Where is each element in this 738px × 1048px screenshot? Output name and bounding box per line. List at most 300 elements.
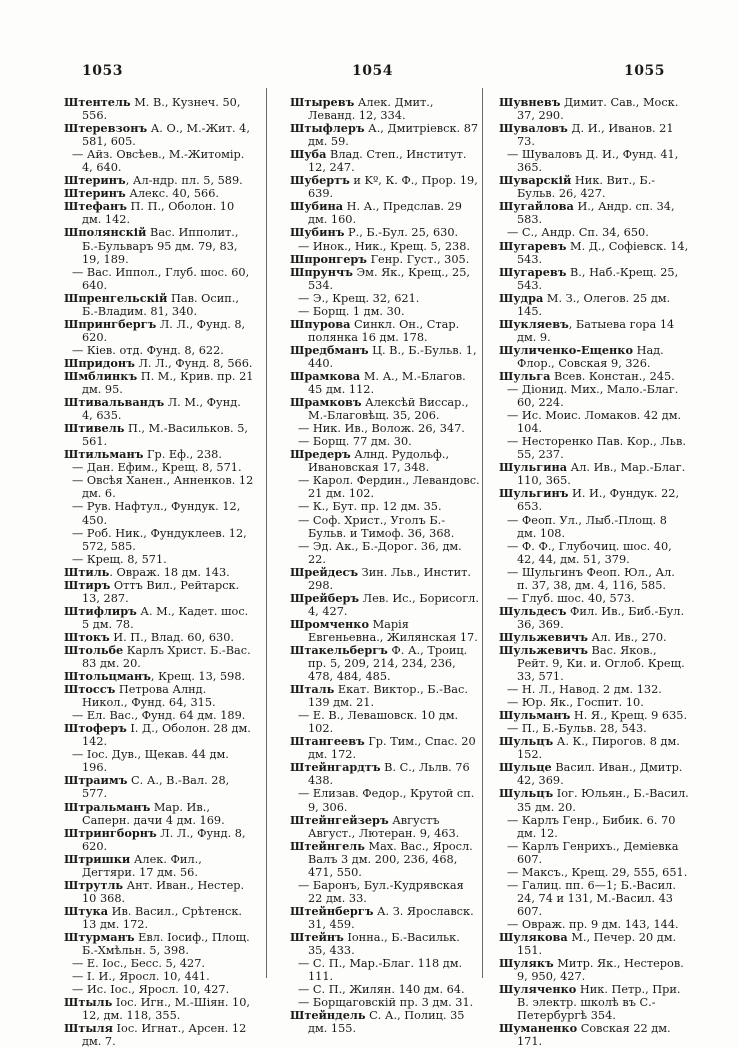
entry-details: — С. П., Жилян. 140 дм. 64. bbox=[298, 983, 465, 997]
entry-details: Зин. Льв., Инстит. 298. bbox=[308, 565, 471, 592]
directory-entry bbox=[499, 96, 689, 122]
entry-surname: Шугаревъ bbox=[499, 264, 567, 279]
directory-entry bbox=[64, 461, 255, 474]
entry-surname: Шулякъ bbox=[499, 956, 554, 971]
entry-surname: Штейнгардтъ bbox=[290, 760, 381, 775]
entry-surname: Шуличенко-Ещенко bbox=[499, 342, 633, 357]
entry-surname: Шуваловъ bbox=[499, 121, 568, 136]
entry-details: Эм. Як., Крещ., 25, 534. bbox=[308, 265, 470, 292]
entry-surname: Шредбманъ bbox=[290, 342, 369, 357]
entry-surname: Шулякова bbox=[499, 930, 568, 944]
entry-surname: Штыля bbox=[64, 1021, 113, 1036]
directory-entry bbox=[290, 148, 481, 174]
entry-details: Совская 22 дм. 171. bbox=[517, 1022, 671, 1048]
entry-details: Мар. Ив., Саперн. дачи 4 дм. 169. bbox=[82, 800, 225, 827]
directory-entry bbox=[64, 996, 255, 1022]
entry-details: — Е. В., Левашовск. 10 дм. 102. bbox=[298, 709, 459, 736]
entry-details: М. В., Кузнеч. 50, 556. bbox=[82, 96, 241, 123]
directory-entry bbox=[499, 814, 689, 840]
directory-entry bbox=[64, 879, 255, 905]
entry-details: В. С., Льлв. 76 438. bbox=[308, 761, 470, 788]
directory-column-1 bbox=[64, 96, 255, 1048]
directory-entry bbox=[499, 174, 689, 200]
entry-surname: Штильманъ bbox=[64, 447, 144, 462]
entry-details: Алекс. 40, 566. bbox=[125, 187, 220, 201]
entry-surname: Штакельбергъ bbox=[290, 642, 388, 657]
entry-details: Ив. Васил., Срѣтенск. 13 дм. 172. bbox=[82, 904, 243, 931]
entry-surname: Штеринъ bbox=[64, 186, 126, 201]
entry-details: — Дан. Ефим., Крещ. 8, 571. bbox=[72, 461, 242, 475]
directory-entry bbox=[64, 200, 255, 226]
entry-surname: Шпридонъ bbox=[64, 355, 135, 370]
directory-column-3 bbox=[499, 96, 689, 1048]
directory-entry bbox=[64, 931, 255, 957]
entry-surname: Шуба bbox=[290, 147, 327, 162]
entry-details: І. Д., Оболон. 28 дм. 142. bbox=[82, 722, 251, 749]
directory-entry bbox=[499, 148, 689, 174]
directory-entry bbox=[499, 957, 689, 983]
entry-details: Л. Л., Фунд. 8, 620. bbox=[82, 317, 246, 344]
entry-details: Іос. Игн., М.-Шіян. 10, 12, дм. 118, 355. bbox=[82, 996, 251, 1023]
entry-details: — Шульгинъ Феоп. Юл., Ал. п. 37, 38, дм. 4, 116, 585. bbox=[507, 565, 675, 592]
entry-details: Іонна., Б.-Васильк. 35, 433. bbox=[308, 931, 460, 958]
entry-surname: Штиль bbox=[64, 564, 110, 579]
entry-surname: Шрамкова bbox=[290, 368, 361, 383]
directory-entry bbox=[290, 122, 481, 148]
entry-details: И. И., Фундук. 22, 653. bbox=[517, 487, 680, 514]
directory-entry bbox=[64, 474, 255, 500]
directory-entry bbox=[290, 174, 481, 200]
entry-details: Ант. Иван., Нестер. 10 368. bbox=[82, 878, 245, 905]
entry-surname: Шрамковъ bbox=[290, 395, 362, 410]
directory-entry bbox=[64, 1022, 255, 1048]
entry-details: А. М., Кадет. шос. 5 дм. 78. bbox=[82, 604, 249, 631]
entry-details: Евл. Іосиф., Площ. Б.-Хмѣльн. 5, 398. bbox=[82, 931, 250, 958]
directory-entry bbox=[499, 931, 689, 957]
directory-entry bbox=[499, 983, 689, 1022]
entry-details: Оттъ Вил., Рейтарск. 13, 287. bbox=[82, 578, 240, 605]
entry-details: — Максъ., Крещ. 29, 555, 651. bbox=[507, 865, 688, 879]
entry-surname: Штука bbox=[64, 903, 109, 918]
entry-details: Іос. Игнат., Арсен. 12 дм. 7. bbox=[82, 1022, 247, 1048]
directory-entry bbox=[64, 422, 255, 448]
directory-entry bbox=[64, 370, 255, 396]
entry-surname: Шугаревъ bbox=[499, 238, 567, 253]
entry-details: Л. М., Фунд. 4, 635. bbox=[82, 396, 241, 423]
directory-entry bbox=[499, 370, 689, 383]
entry-details: А. К., Пирогов. 8 дм. 152. bbox=[517, 735, 680, 762]
directory-entry bbox=[64, 644, 255, 670]
entry-surname: Штейнъ bbox=[290, 930, 344, 944]
entry-surname: Штентель bbox=[64, 95, 131, 109]
entry-details: — Шуваловъ Д. И., Фунд. 41, 365. bbox=[507, 148, 679, 175]
directory-entry bbox=[64, 266, 255, 292]
directory-entry bbox=[290, 226, 481, 239]
directory-entry bbox=[290, 566, 481, 592]
entry-details: Ник. Петр., При. В. электр. школѣ въ С.-Петербургѣ 354. bbox=[517, 983, 681, 1023]
directory-entry bbox=[290, 957, 481, 983]
entry-details: Влад. Степ., Институт. 12, 247. bbox=[308, 148, 467, 175]
directory-entry bbox=[64, 801, 255, 827]
directory-entry bbox=[290, 422, 481, 435]
directory-entry bbox=[499, 383, 689, 409]
entry-details: Пав. Осип., Б.-Владим. 81, 340. bbox=[82, 291, 239, 318]
entry-surname: Шульцъ bbox=[499, 786, 554, 801]
entry-details: — Ис. Моис. Ломаков. 42 дм. 104. bbox=[507, 409, 682, 436]
entry-surname: Шульманъ bbox=[499, 708, 571, 723]
entry-details: А. О., М.-Жит. 4, 581, 605. bbox=[82, 122, 250, 149]
directory-entry bbox=[499, 200, 689, 226]
entry-surname: Штольцманъ bbox=[64, 669, 151, 684]
directory-entry bbox=[290, 983, 481, 996]
directory-entry bbox=[290, 514, 481, 540]
entry-details: — Ф. Ф., Глубочиц. шос. 40, 42, 44, дм. 51, 379. bbox=[507, 539, 672, 566]
directory-entry bbox=[64, 853, 255, 879]
directory-entry bbox=[64, 500, 255, 526]
entry-surname: Штыревъ bbox=[290, 95, 355, 109]
directory-entry bbox=[499, 1022, 689, 1048]
entry-surname: Штрутль bbox=[64, 877, 124, 892]
directory-entry bbox=[290, 709, 481, 735]
entry-surname: Штурманъ bbox=[64, 930, 135, 944]
directory-entry bbox=[290, 787, 481, 813]
directory-entry bbox=[290, 683, 481, 709]
directory-entry bbox=[64, 905, 255, 931]
entry-details: Вас. Ипполит., Б.-Бульваръ 95 дм. 79, 83, 19, 189. bbox=[82, 226, 239, 266]
entry-surname: Штивель bbox=[64, 421, 125, 436]
entry-surname: Шульжевичъ bbox=[499, 629, 588, 644]
directory-entry bbox=[499, 761, 689, 787]
entry-details: Н. А., Предслав. 29 дм. 160. bbox=[308, 200, 462, 227]
entry-details: Васил. Иван., Дмитр. 42, 369. bbox=[517, 761, 683, 788]
directory-entry bbox=[499, 879, 689, 918]
entry-details: — Э., Крещ. 32, 621. bbox=[298, 291, 420, 305]
entry-surname: Шульдесъ bbox=[499, 603, 567, 618]
entry-surname: Штангеевъ bbox=[290, 734, 365, 749]
entry-details: М. А., М.-Благов. 45 дм. 112. bbox=[308, 369, 466, 397]
entry-details: — Ел. Вас., Фунд. 64 дм. 189. bbox=[72, 709, 246, 723]
directory-entry bbox=[290, 448, 481, 474]
entry-details: — І. И., Яросл. 10, 441. bbox=[72, 970, 210, 984]
directory-entry bbox=[499, 122, 689, 148]
entry-surname: Шпронгеръ bbox=[290, 251, 367, 266]
entry-surname: Шпрингбергъ bbox=[64, 316, 157, 331]
entry-surname: Шудра bbox=[499, 290, 544, 305]
entry-surname: Штифлиръ bbox=[64, 603, 137, 618]
entry-surname: Штеринъ bbox=[64, 173, 126, 188]
entry-surname: Штральманъ bbox=[64, 799, 151, 814]
directory-entry bbox=[64, 122, 255, 148]
entry-surname: Штокъ bbox=[64, 629, 110, 644]
entry-surname: Шубертъ bbox=[290, 173, 350, 188]
directory-entry bbox=[499, 461, 689, 487]
entry-surname: Шугайлова bbox=[499, 199, 574, 214]
directory-entry bbox=[290, 905, 481, 931]
entry-details: — П., Б.-Бульв. 28, 543. bbox=[507, 722, 647, 736]
entry-details: Алек. Дмит., Леванд. 12, 334. bbox=[308, 96, 434, 123]
entry-details: — Карол. Фердин., Левандовс. 21 дм. 102. bbox=[298, 474, 480, 501]
entry-surname: Штиръ bbox=[64, 577, 111, 592]
entry-surname: Штейндель bbox=[290, 1008, 366, 1023]
entry-details: Алексѣй Виссар., М.-Благовѣщ. 35, 206. bbox=[308, 396, 469, 423]
entry-details: П., М.-Васильков. 5, 561. bbox=[82, 422, 248, 449]
directory-entry bbox=[499, 266, 689, 292]
entry-details: — Елизав. Федор., Крутой сп. 9, 306. bbox=[298, 787, 475, 814]
entry-details: С. А., В.-Вал. 28, 577. bbox=[82, 774, 230, 801]
entry-surname: Шрейберъ bbox=[290, 590, 360, 605]
entry-details: , Батыева гора 14 дм. 9. bbox=[517, 317, 675, 344]
entry-details: — Юр. Як., Госпит. 10. bbox=[507, 696, 644, 710]
entry-details: С. А., Полиц. 35 дм. 155. bbox=[308, 1009, 465, 1036]
directory-entry bbox=[499, 487, 689, 513]
entry-details: — Соф. Христ., Уголъ Б.-Бульв. и Тимоф. 36, 368. bbox=[298, 513, 455, 540]
directory-entry bbox=[290, 500, 481, 513]
directory-entry bbox=[64, 148, 255, 174]
entry-details: Ф. А., Троиц. пр. 5, 209, 214, 234, 236, 478, 484, 485. bbox=[308, 643, 468, 684]
directory-entry bbox=[64, 527, 255, 553]
entry-details: Алек. Фил., Дегтяри. 17 дм. 56. bbox=[82, 852, 202, 879]
directory-entry bbox=[290, 292, 481, 305]
entry-details: Вас. Яков., Рейт. 9, Ки. и. Оглоб. Крещ. 33, 571. bbox=[517, 643, 685, 684]
entry-surname: Штефанъ bbox=[64, 199, 127, 214]
directory-entry bbox=[64, 292, 255, 318]
entry-details: Марія Евгеньевна., Жилянская 17. bbox=[308, 617, 478, 644]
entry-details: — Роб. Ник., Фундуклеев. 12, 572, 585. bbox=[72, 526, 247, 553]
entry-details: М. З., Олегов. 25 дм. 145. bbox=[517, 291, 671, 318]
entry-details: Августъ Август., Лютеран. 9, 463. bbox=[308, 813, 460, 840]
entry-details: — Борщ. 77 дм. 30. bbox=[298, 435, 412, 449]
entry-surname: Шмблинкъ bbox=[64, 368, 138, 383]
entry-details: — Несторенко Пав. Кор., Льв. 55, 237. bbox=[507, 435, 686, 462]
entry-surname: Шульжевичъ bbox=[499, 642, 588, 657]
entry-details: — Овраж. пр. 9 дм. 143, 144. bbox=[507, 917, 679, 931]
directory-entry bbox=[290, 200, 481, 226]
entry-details: . Овраж. 18 дм. 143. bbox=[109, 565, 230, 579]
entry-surname: Штейнгейзеръ bbox=[290, 812, 389, 827]
entry-details: — Борщаговскій пр. 3 дм. 31. bbox=[298, 996, 474, 1010]
entry-details: Над. Флор., Совская 9, 326. bbox=[517, 343, 664, 370]
directory-entry bbox=[290, 931, 481, 957]
directory-entry bbox=[499, 240, 689, 266]
entry-details: Мах. Вас., Яросл. Валъ 3 дм. 200, 236, 468, 471, 550. bbox=[308, 839, 473, 879]
entry-details: — Карлъ Генр., Бибик. 6. 70 дм. 12. bbox=[507, 813, 676, 840]
entry-surname: Шполянскій bbox=[64, 225, 147, 240]
entry-details: Фил. Ив., Биб.-Бул. 36, 369. bbox=[517, 604, 685, 631]
directory-entry bbox=[290, 644, 481, 683]
entry-surname: Штоссъ bbox=[64, 682, 116, 697]
entry-surname: Штеревзонъ bbox=[64, 121, 148, 136]
directory-entry bbox=[290, 370, 481, 396]
entry-details: П. М., Крив. пр. 21 дм. 95. bbox=[82, 369, 254, 397]
entry-details: И. П., Влад. 60, 630. bbox=[109, 630, 234, 644]
entry-surname: Шпурова bbox=[290, 316, 351, 331]
directory-entry bbox=[499, 566, 689, 592]
entry-surname: Шувневъ bbox=[499, 95, 561, 109]
entry-details: Карлъ Христ. Б.-Вас. 83 дм. 20. bbox=[82, 643, 251, 671]
directory-entry bbox=[290, 879, 481, 905]
entry-details: и Kº, К. Ф., Прор. 19, 639. bbox=[308, 174, 478, 201]
entry-details: Гр. Еф., 238. bbox=[143, 448, 222, 462]
entry-details: — Е. Іос., Бесс. 5, 427. bbox=[72, 957, 206, 971]
directory-entry bbox=[290, 540, 481, 566]
directory-entry bbox=[290, 266, 481, 292]
entry-surname: Штришки bbox=[64, 851, 131, 866]
entry-details: — Борщ. 1 дм. 30. bbox=[298, 304, 405, 318]
directory-entry bbox=[499, 540, 689, 566]
directory-entry bbox=[290, 618, 481, 644]
entry-details: Петрова Алнд. Никол., Фунд. 64, 315. bbox=[82, 683, 216, 710]
directory-entry bbox=[499, 709, 689, 722]
entry-details: — Галиц. пп. 6—1; Б.-Васил. 24, 74 и 131, М.-Васил. 43 607. bbox=[507, 878, 676, 918]
directory-entry bbox=[290, 396, 481, 422]
entry-surname: Шубинъ bbox=[290, 225, 345, 240]
directory-entry bbox=[499, 840, 689, 866]
directory-entry bbox=[290, 1009, 481, 1035]
directory-entry bbox=[499, 344, 689, 370]
entry-surname: Шталь bbox=[290, 682, 335, 697]
directory-entry bbox=[64, 226, 255, 265]
entry-details: Ц. В., Б.-Бульв. 1, 440. bbox=[308, 343, 477, 370]
entry-details: И., Андр. сп. 34, 583. bbox=[517, 200, 675, 227]
entry-details: В., Наб.-Крещ. 25, 543. bbox=[517, 265, 679, 292]
entry-surname: Штивальвандъ bbox=[64, 395, 165, 410]
entry-details: , Крещ. 13, 598. bbox=[150, 670, 246, 684]
entry-details: Лев. Ис., Борисогл. 4, 427. bbox=[308, 591, 479, 618]
directory-entry bbox=[499, 409, 689, 435]
entry-surname: Шубина bbox=[290, 199, 344, 214]
entry-details: — Іос. Дув., Щекав. 44 дм. 196. bbox=[72, 748, 229, 775]
entry-details: — Феоп. Ул., Лыб.-Площ. 8 дм. 108. bbox=[507, 513, 667, 540]
entry-details: — Овсѣя Ханен., Анненков. 12 дм. 6. bbox=[72, 474, 254, 501]
directory-entry bbox=[64, 748, 255, 774]
directory-entry bbox=[64, 970, 255, 983]
directory-entry bbox=[64, 396, 255, 422]
entry-surname: Шульгинъ bbox=[499, 486, 569, 501]
entry-surname: Штрингборнъ bbox=[64, 825, 157, 840]
directory-entry bbox=[290, 840, 481, 879]
entry-details: Гр. Тим., Спас. 20 дм. 172. bbox=[308, 735, 476, 762]
directory-entry bbox=[499, 435, 689, 461]
directory-entry bbox=[64, 683, 255, 709]
entry-details: Ник. Вит., Б.-Бульв. 26, 427. bbox=[517, 174, 656, 201]
directory-entry bbox=[290, 344, 481, 370]
entry-details: — Баронъ, Бул.-Кудрявская 22 дм. 33. bbox=[298, 878, 464, 905]
column-rule-left bbox=[266, 88, 267, 978]
entry-details: — Рув. Нафтул., Фундук. 12, 450. bbox=[72, 500, 241, 527]
entry-surname: Шпренгельскій bbox=[64, 290, 168, 305]
entry-surname: Штраимъ bbox=[64, 773, 128, 788]
entry-details: П. П., Оболон. 10 дм. 142. bbox=[82, 200, 235, 227]
entry-details: — Глуб. шос. 40, 573. bbox=[507, 591, 635, 605]
directory-entry bbox=[290, 96, 481, 122]
directory-entry bbox=[499, 683, 689, 696]
entry-details: — Діонид. Мих., Мало.-Благ. 60, 224. bbox=[507, 383, 679, 410]
column-rule-right bbox=[482, 88, 483, 978]
directory-entry bbox=[499, 318, 689, 344]
entry-details: Екат. Виктор., Б.-Вас. 139 дм. 21. bbox=[308, 683, 468, 710]
entry-details: , Ал-ндр. пл. 5, 589. bbox=[125, 174, 243, 188]
entry-details: Всев. Констан., 245. bbox=[550, 369, 675, 383]
entry-surname: Штольбе bbox=[64, 642, 124, 657]
directory-column-2 bbox=[290, 96, 481, 1035]
page-number-left: 1053 bbox=[82, 63, 123, 79]
entry-surname: Штейнбергъ bbox=[290, 903, 374, 918]
entry-details: Димит. Сав., Моск. 37, 290. bbox=[517, 96, 679, 123]
entry-surname: Шульгина bbox=[499, 460, 568, 475]
entry-details: — Н. Л., Навод. 2 дм. 132. bbox=[507, 683, 662, 697]
entry-surname: Шульга bbox=[499, 368, 551, 383]
entry-details: — Инок., Ник., Крещ. 5, 238. bbox=[298, 239, 470, 253]
directory-entry bbox=[499, 514, 689, 540]
entry-surname: Шуварскій bbox=[499, 173, 572, 188]
entry-details: — Крещ. 8, 571. bbox=[72, 552, 167, 566]
entry-details: Синкл. Он., Стар. полянка 16 дм. 178. bbox=[308, 317, 460, 344]
directory-entry bbox=[64, 722, 255, 748]
entry-details: Митр. Як., Нестеров. 9, 950, 427. bbox=[517, 957, 684, 984]
entry-details: М., Печер. 20 дм. 151. bbox=[517, 931, 677, 958]
entry-details: Ал. Ив., Мар.-Благ. 110, 365. bbox=[517, 461, 686, 488]
entry-details: — Вас. Иппол., Глуб. шос. 60, 640. bbox=[72, 265, 250, 292]
entry-details: А., Дмитріевск. 87 дм. 59. bbox=[308, 122, 479, 149]
entry-surname: Шуляченко bbox=[499, 982, 577, 997]
entry-surname: Шульцъ bbox=[499, 734, 554, 749]
entry-details: Генр. Густ., 305. bbox=[366, 252, 470, 266]
page-number-middle: 1054 bbox=[352, 63, 393, 79]
directory-entry bbox=[499, 787, 689, 813]
entry-details: Р., Б.-Бул. 25, 630. bbox=[344, 226, 459, 240]
entry-details: — К., Бут. пр. 12 дм. 35. bbox=[298, 500, 442, 514]
directory-entry bbox=[499, 735, 689, 761]
directory-entry bbox=[64, 827, 255, 853]
entry-details: — Ник. Ив., Волож. 26, 347. bbox=[298, 422, 465, 436]
directory-entry bbox=[64, 605, 255, 631]
entry-details: — Эд. Ак., Б.-Дорог. 36, дм. 22. bbox=[298, 539, 462, 566]
entry-details: — Кіев. отд. Фунд. 8, 622. bbox=[72, 343, 224, 357]
directory-entry bbox=[499, 605, 689, 631]
entry-details: М. Д., Софіевск. 14, 543. bbox=[517, 239, 689, 266]
entry-surname: Шпрунчъ bbox=[290, 264, 353, 279]
entry-details: — С., Андр. Сп. 34, 650. bbox=[507, 226, 649, 240]
entry-details: Іог. Юльян., Б.-Васил. 35 дм. 20. bbox=[517, 787, 689, 814]
directory-entry bbox=[290, 761, 481, 787]
entry-surname: Шуманенко bbox=[499, 1021, 578, 1036]
entry-surname: Штейнгель bbox=[290, 838, 365, 853]
entry-details: — С. П., Мар.-Благ. 118 дм. 111. bbox=[298, 957, 463, 984]
directory-entry bbox=[499, 292, 689, 318]
entry-surname: Шромченко bbox=[290, 616, 369, 631]
directory-entry bbox=[290, 814, 481, 840]
entry-surname: Штыфлеръ bbox=[290, 121, 365, 136]
entry-surname: Шрейдесъ bbox=[290, 564, 359, 579]
directory-entry bbox=[290, 735, 481, 761]
directory-entry bbox=[290, 592, 481, 618]
entry-details: А. З. Ярославск. 31, 459. bbox=[308, 904, 474, 931]
directory-entry bbox=[64, 774, 255, 800]
directory-entry bbox=[64, 96, 255, 122]
entry-details: — Карлъ Генрихъ., Деміевка 607. bbox=[507, 839, 679, 866]
entry-details: — Айз. Овсѣев., М.-Житомір. 4, 640. bbox=[72, 148, 245, 175]
entry-surname: Шукляевъ bbox=[499, 316, 569, 331]
directory-entry bbox=[290, 474, 481, 500]
entry-details: Л. Л., Фунд. 8, 566. bbox=[134, 356, 253, 370]
entry-details: Алнд. Рудольф., Ивановская 17, 348. bbox=[308, 448, 450, 475]
directory-entry bbox=[64, 318, 255, 344]
entry-surname: Штоферъ bbox=[64, 721, 127, 736]
directory-entry bbox=[64, 448, 255, 461]
directory-entry bbox=[64, 957, 255, 970]
page-number-right: 1055 bbox=[624, 63, 665, 79]
directory-entry bbox=[64, 579, 255, 605]
